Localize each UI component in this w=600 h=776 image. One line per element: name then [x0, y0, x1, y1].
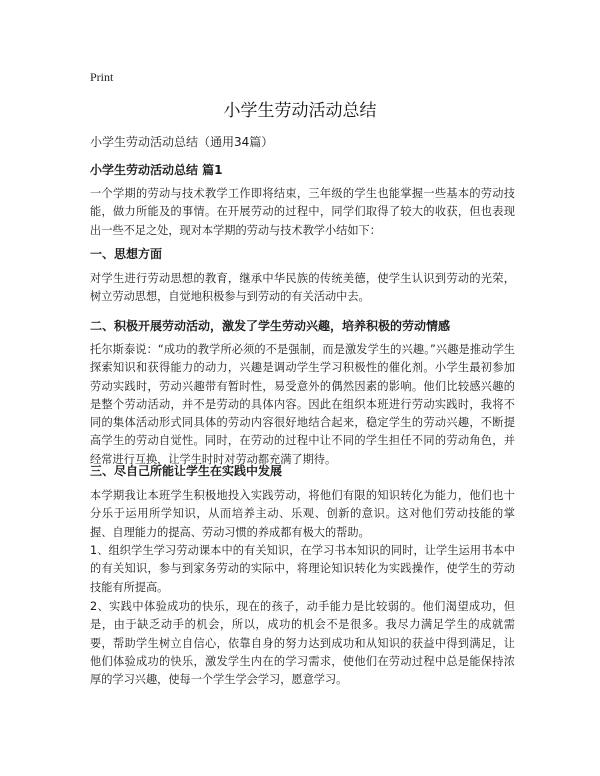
section-paragraph-practice-intro: 本学期我让本班学生积极地投入实践劳动，将他们有限的知识转化为能力，他们也十分乐于运用所学知识，从而培养主动、乐观、创新的意识。这对他们劳动技能的掌握、自理能力的提高、劳动习惯的养成都有极大的帮助。 — [90, 489, 515, 539]
print-link[interactable]: Print — [90, 70, 114, 84]
section-paragraph-practice-item-2: 2、实践中体验成功的快乐，现在的孩子，动手能力是比较弱的。他们渴望成功，但是，由于缺乏动手的机会，所以，成功的机会不是很多。我尽力满足学生的成就需要，帮助学生树立自信心，依靠自身的努力达到成功和从知识的获益中得到满足，让他们体验成功的快乐，激发学生内在的学习需求，使他们在劳动过程中总是能保持浓厚的学习兴趣，使每一个学生学会学习，愿意学习。 — [90, 600, 515, 687]
section-heading-thought: 一、思想方面 — [90, 247, 163, 261]
document-subtitle: 小学生劳动活动总结（通用34篇） — [90, 135, 274, 149]
section-paragraph-thought: 对学生进行劳动思想的教育，继承中华民族的传统美德，使学生认识到劳动的光荣，树立劳动思想，自觉地积极参与到劳动的有关活动中去。 — [90, 272, 515, 304]
page-title: 小学生劳动活动总结 — [223, 101, 377, 121]
section-paragraph-activities: 托尔斯泰说：“成功的教学所必须的不是强制，而是激发学生的兴趣。”兴趣是推动学生探索知识和获得能力的动力，兴趣是调动学生学习积极性的催化剂。小学生最初参加劳动实践时，劳动兴趣带有暂时性，易受意外的偶然因素的影响。他们比较感兴趣的是整个劳动活动，并不是劳动的具体内容。因此在组织本班进行劳动实践时，我将不同的集体活动形式同具体的劳动内容很好地结合起来，稳定学生的劳动兴趣，不断提高学生的劳动自觉性。同时，在劳动的过程中让不同的学生担任不同的劳动角色，并经常进行互换，让学生时时对劳动都充满了期待。 — [90, 343, 515, 466]
section-paragraph-practice-item-1: 1、组织学生学习劳动课本中的有关知识，在学习书本知识的同时，让学生运用书本中的有关知识，参与到家务劳动的实际中，将理论知识转化为实践操作，使学生的劳动技能有所提高。 — [90, 544, 515, 594]
section-heading-practice: 三、尽自己所能让学生在实践中发展 — [90, 464, 283, 478]
article-heading: 小学生劳动活动总结 篇1 — [90, 163, 223, 177]
intro-paragraph: 一个学期的劳动与技术教学工作即将结束，三年级的学生也能掌握一些基本的劳动技能，做力所能及的事情。在开展劳动的过程中，同学们取得了较大的收获，但也表现出一些不足之处，现对本学期的劳动与技术教学小结如下： — [90, 187, 515, 237]
section-heading-activities: 二、积极开展劳动活动，激发了学生劳动兴趣，培养积极的劳动情感 — [90, 319, 451, 333]
